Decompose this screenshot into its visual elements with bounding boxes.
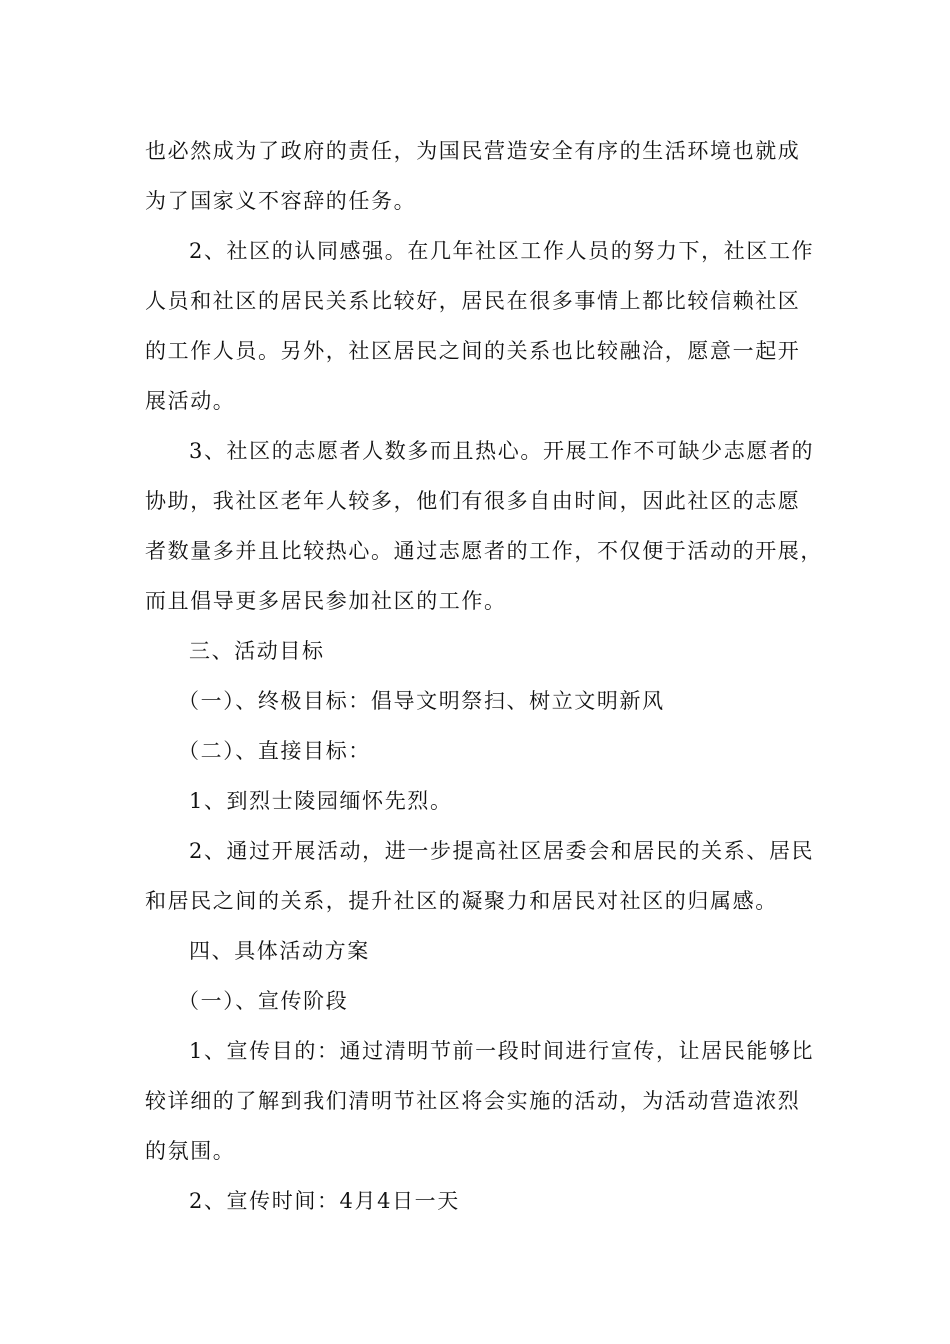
paragraph-line: 而且倡导更多居民参加社区的工作。 [145,589,507,613]
subsection-heading: （二）、直接目标： [178,739,371,763]
paragraph-line: 1、到烈士陵园缅怀先烈。 [189,789,453,813]
paragraph-line: 也必然成为了政府的责任，为国民营造安全有序的生活环境也就成 [145,139,801,163]
paragraph-line: 1、宣传目的：通过清明节前一段时间进行宣传，让居民能够比 [189,1039,815,1063]
paragraph-line: 为了国家义不容辞的任务。 [145,189,417,213]
paragraph-line: 的工作人员。另外，社区居民之间的关系也比较融洽，愿意一起开 [145,339,801,363]
section-heading: 四、具体活动方案 [189,939,370,963]
paragraph-line: 展活动。 [145,389,236,413]
paragraph-line: 3、社区的志愿者人数多而且热心。开展工作不可缺少志愿者的 [189,439,815,463]
paragraph-line: 2、社区的认同感强。在几年社区工作人员的努力下，社区工作 [189,239,815,263]
paragraph-line: 较详细的了解到我们清明节社区将会实施的活动，为活动营造浓烈 [145,1089,801,1113]
subsection-heading: （一）、宣传阶段 [178,989,349,1013]
paragraph-line: 2、宣传时间：4月4日一天 [189,1189,460,1213]
subsection-heading: （一）、终极目标：倡导文明祭扫、树立文明新风 [178,689,665,713]
paragraph-line: 协助，我社区老年人较多，他们有很多自由时间，因此社区的志愿 [145,489,801,513]
section-heading: 三、活动目标 [189,639,325,663]
paragraph-line: 人员和社区的居民关系比较好，居民在很多事情上都比较信赖社区 [145,289,801,313]
paragraph-line: 的氛围。 [145,1139,236,1163]
paragraph-line: 和居民之间的关系，提升社区的凝聚力和居民对社区的归属感。 [145,889,778,913]
paragraph-line: 2、通过开展活动，进一步提高社区居委会和居民的关系、居民 [189,839,815,863]
paragraph-line: 者数量多并且比较热心。通过志愿者的工作，不仅便于活动的开展， [145,539,823,563]
